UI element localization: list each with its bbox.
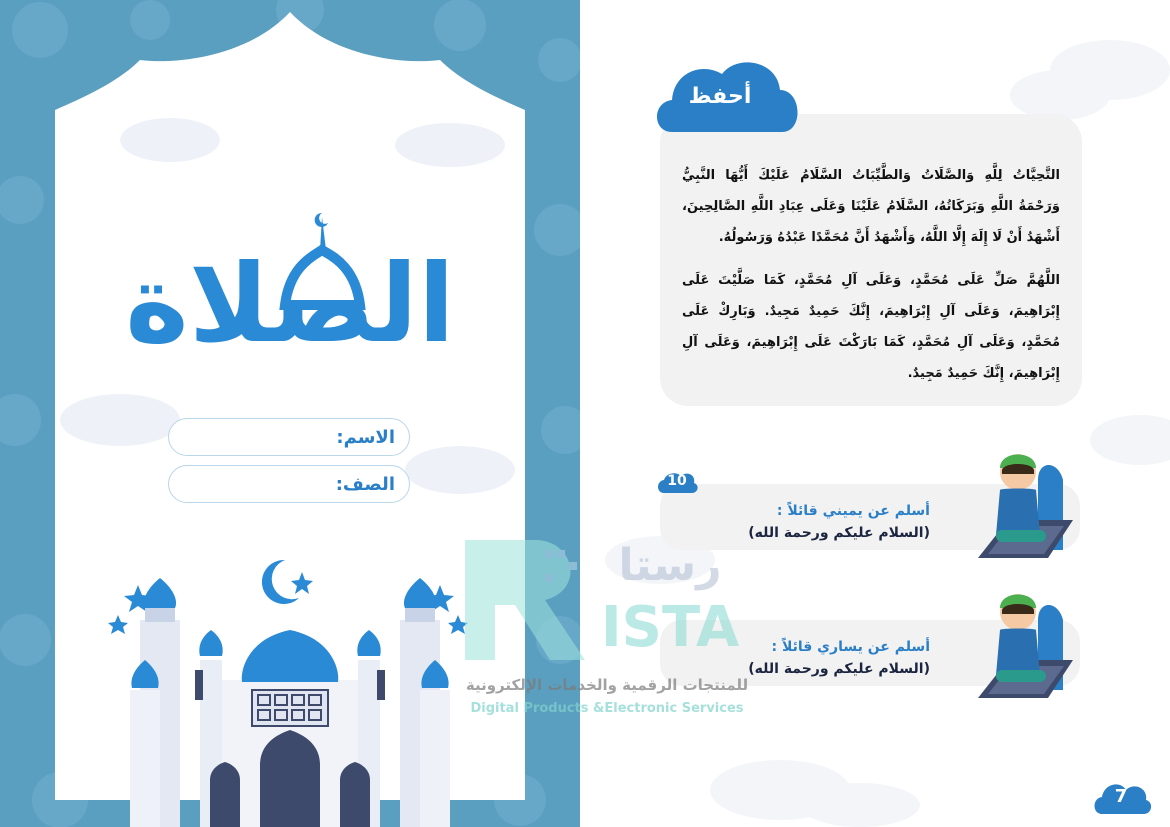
class-field[interactable] bbox=[168, 465, 410, 503]
boy-turning-right-icon bbox=[978, 440, 1078, 560]
step-right-line1: أسلم عن يميني قائلاً : bbox=[776, 503, 930, 519]
memorize-text-box bbox=[660, 114, 1082, 406]
watermark-logo-ar: رستا bbox=[618, 540, 722, 591]
boy-turning-left-icon bbox=[978, 580, 1078, 700]
watermark-logo-en: ISTA bbox=[600, 595, 740, 660]
step-right-line2: (السلام عليكم ورحمة الله) bbox=[748, 525, 930, 541]
page-number: 7 bbox=[1114, 786, 1128, 807]
cover-title: الصلاة bbox=[125, 242, 455, 367]
step-number: 10 bbox=[667, 473, 687, 489]
salat-ibrahimiya-paragraph: اللَّهُمَّ صَلِّ عَلَى مُحَمَّدٍ، وَعَلَى آلِ مُحَمَّدٍ، كَمَا صَلَّيْتَ عَلَى إِبْرَاهِيمَ، وَعَلَى آلِ إِبْرَاهِيمَ، إِنَّكَ حَمِيدٌ مَجِيدٌ. وَبَارِكْ عَلَى مُحَمَّدٍ، وَعَلَى آلِ مُحَمَّدٍ، كَمَا بَارَكْتَ عَلَى إِبْرَاهِيمَ، وَعَلَى آلِ إِبْرَاهِيمَ، إِنَّكَ حَمِيدٌ مَجِيدٌ. bbox=[682, 273, 1060, 381]
name-field[interactable] bbox=[168, 418, 410, 456]
mosque-illustration bbox=[100, 530, 480, 827]
tashahhud-paragraph: التَّحِيَّاتُ لِلَّهِ وَالصَّلَاتُ وَالطَّيِّبَاتُ السَّلَامُ عَلَيْكَ أَيُّهَا النَّبِيُّ وَرَحْمَةُ اللَّهِ وَبَرَكَاتُهُ، السَّلَامُ عَلَيْنَا وَعَلَى عِبَادِ اللَّهِ الصَّالِحِينَ، أَشْهَدُ أَنْ لَا إِلَهَ إِلَّا اللَّهُ، وَأَشْهَدُ أَنَّ مُحَمَّدًا عَبْدُهُ وَرَسُولُهُ. bbox=[682, 168, 1060, 245]
name-label: الاسم: bbox=[336, 426, 395, 448]
memorize-header: أحفظ bbox=[688, 84, 752, 109]
step-left-line1: أسلم عن يساري قائلاً : bbox=[771, 639, 930, 655]
step-left-line2: (السلام عليكم ورحمة الله) bbox=[748, 661, 930, 677]
class-label: الصف: bbox=[335, 473, 395, 495]
watermark-tagline-en: Digital Products &Electronic Services bbox=[470, 701, 744, 716]
watermark-tagline-ar: للمنتجات الرقمية والخدمات الإلكترونية bbox=[465, 676, 749, 694]
